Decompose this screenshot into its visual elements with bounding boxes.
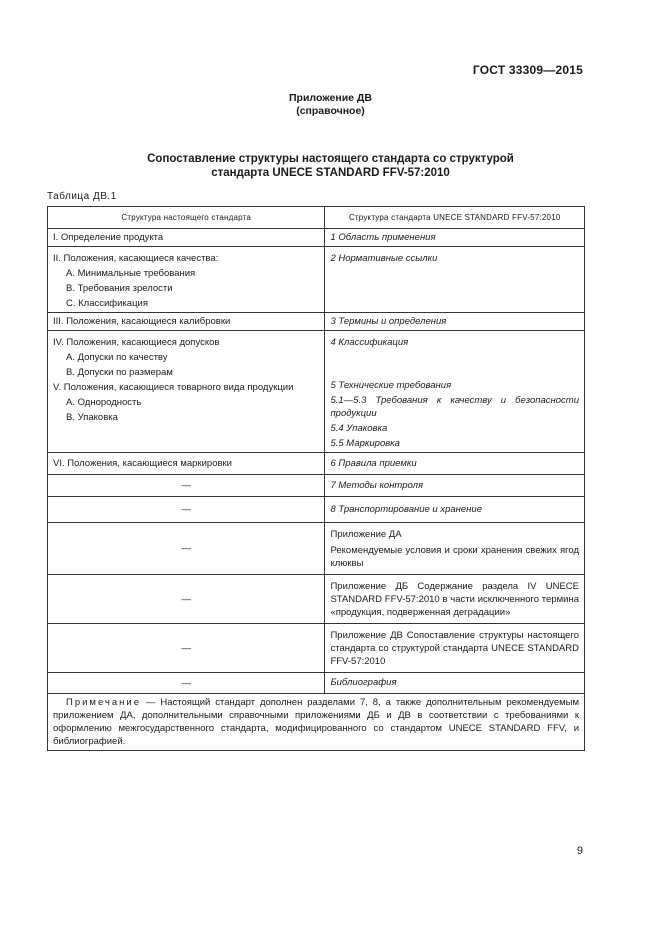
section-line: 2 Нормативные ссылки [330, 253, 438, 264]
cell-left: VI. Положения, касающиеся маркировки [48, 453, 325, 475]
appendix-da-text: Рекомендуемые условия и сроки хранения свежих ягод клюквы [330, 545, 579, 569]
section-line: 5.5 Маркировка [330, 438, 400, 449]
subsection-line: В. Допуски по размерам [66, 367, 173, 378]
note-text: — Настоящий стандарт дополнен разделами 7, 8, а также дополнительным рекомендуемым приложением ДА, дополнительными справочными приложениями ДБ и ДВ в соответствии с требованиями к оформлению межгосударственного стандарта, модифицированного со стандартом UNECE STANDARD FFV, и библиографией. [53, 697, 579, 747]
table-row [48, 475, 585, 497]
comparison-table [47, 206, 585, 751]
table-row [48, 624, 585, 673]
appendix-kind: (справочное) [296, 105, 365, 117]
section-line: 5.1—5.3 Требования к качеству и безопасности продукции [330, 395, 579, 419]
cell-right: 3 Термины и определения [325, 313, 585, 331]
section-line: V. Положения, касающиеся товарного вида продукции [53, 382, 294, 393]
cell-dash: — [48, 624, 325, 673]
section-line: 5.4 Упаковка [330, 423, 388, 434]
appendix-title: Приложение ДВ [289, 92, 372, 104]
table-row [48, 497, 585, 523]
cell-right [325, 247, 585, 313]
cell-right [325, 523, 585, 575]
section-line: 5 Технические требования [330, 380, 452, 391]
header-unece-standard: Структура стандарта UNECE STANDARD FFV-57:2010 [325, 207, 585, 229]
cell-dash: — [48, 523, 325, 575]
standard-code: ГОСТ 33309—2015 [472, 63, 583, 77]
cell-right: 1 Область применения [325, 229, 585, 247]
table-header-row [48, 207, 585, 229]
cell-dash: — [48, 673, 325, 694]
document-title-line1: Сопоставление структуры настоящего стандарта со структурой [147, 153, 514, 165]
subsection-line: А. Однородность [66, 397, 142, 408]
cell-left: III. Положения, касающиеся калибровки [48, 313, 325, 331]
table-row [48, 331, 585, 453]
appendix-heading [0, 92, 661, 118]
cell-right: Приложение ДВ Сопоставление структуры настоящего стандарта со структурой стандарта UNECE STANDARD FFV-57:2010 [325, 624, 585, 673]
cell-dash: — [48, 575, 325, 624]
table-row [48, 229, 585, 247]
table-row [48, 453, 585, 475]
subsection-line: А. Минимальные требования [66, 268, 196, 279]
cell-left: I. Определение продукта [48, 229, 325, 247]
cell-dash: — [48, 475, 325, 497]
document-title [0, 152, 661, 180]
cell-right: Библиография [325, 673, 585, 694]
cell-right [325, 331, 585, 453]
cell-right: 6 Правила приемки [325, 453, 585, 475]
cell-right: 8 Транспортирование и хранение [325, 497, 585, 523]
table-note-row [48, 694, 585, 751]
subsection-line: С. Классификация [66, 298, 148, 309]
cell-right: Приложение ДБ Содержание раздела IV UNECE STANDARD FFV-57:2010 в части исключенного термина «продукция, подверженная деградации» [325, 575, 585, 624]
cell-dash: — [48, 497, 325, 523]
table-row [48, 313, 585, 331]
header-this-standard: Структура настоящего стандарта [48, 207, 325, 229]
document-title-line2: стандарта UNECE STANDARD FFV-57:2010 [211, 167, 450, 179]
subsection-line: В. Упаковка [66, 412, 118, 423]
table-row [48, 673, 585, 694]
appendix-da-title: Приложение ДА [330, 529, 402, 540]
cell-left [48, 247, 325, 313]
table-row [48, 575, 585, 624]
section-line: 4 Классификация [330, 337, 409, 348]
note-label: Примечание [66, 697, 141, 708]
table-note [48, 694, 585, 751]
cell-left [48, 331, 325, 453]
subsection-line: В. Требования зрелости [66, 283, 173, 294]
section-line: IV. Положения, касающиеся допусков [53, 337, 220, 348]
table-label: Таблица ДВ.1 [47, 191, 117, 202]
subsection-line: А. Допуски по качеству [66, 352, 168, 363]
table-row [48, 523, 585, 575]
section-line: II. Положения, касающиеся качества: [53, 253, 219, 264]
cell-right: 7 Методы контроля [325, 475, 585, 497]
table-row [48, 247, 585, 313]
page-number: 9 [576, 845, 583, 857]
